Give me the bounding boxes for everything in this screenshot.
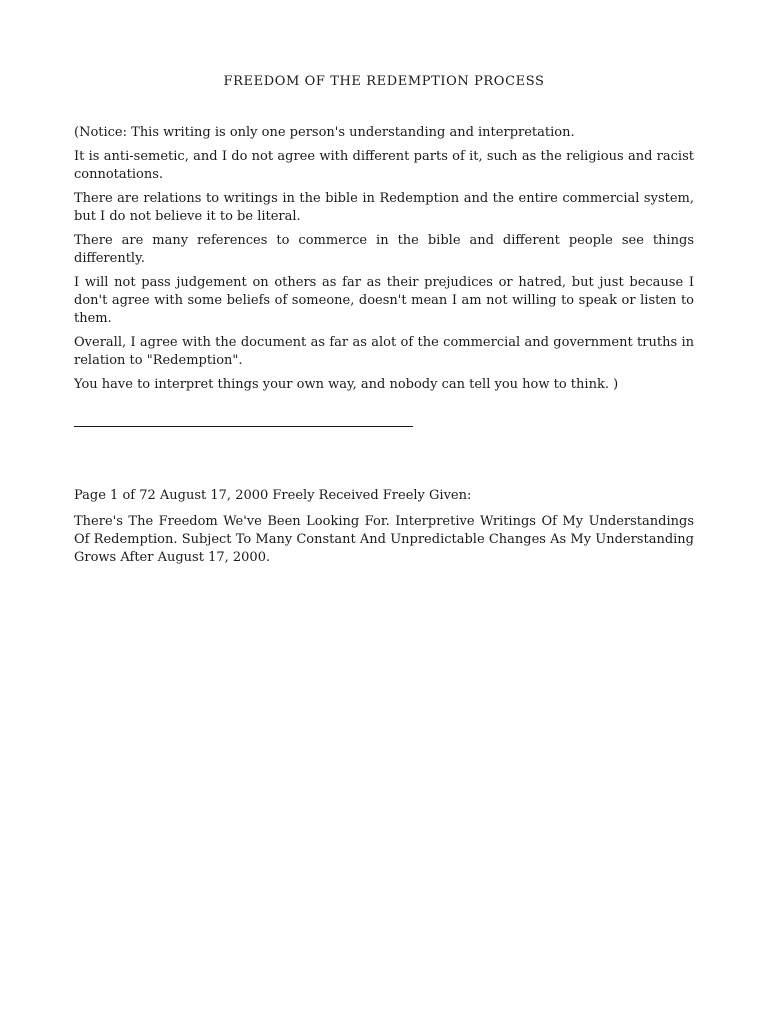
notice-paragraph: You have to interpret things your own way, and nobody can tell you how to think. ) [74,377,619,392]
notice-paragraph: I will not pass judgement on others as far as their prejudices or hatred, but just because I don't agree with some beliefs of someone, doesn't mean I am not willing to speak or listen to them. [74,275,694,326]
page-intro-section [74,487,694,575]
notice-paragraph: (Notice: This writing is only one person's understanding and interpretation. [74,125,575,140]
document-title: FREEDOM OF THE REDEMPTION PROCESS [223,74,545,89]
intro-paragraph: There's The Freedom We've Been Looking For. Interpretive Writings Of My Understandings Of Redemption. Subject To Many Constant And Unpredictable Changes As My Understanding Grows After August 17, 2000. [74,514,694,565]
separator-line [74,426,413,427]
notice-paragraph: There are many references to commerce in the bible and different people see things differently. [74,233,694,266]
notice-section [74,124,694,400]
notice-paragraph: Overall, I agree with the document as far as alot of the commercial and government truths in relation to "Redemption". [74,335,694,368]
notice-paragraph: There are relations to writings in the bible in Redemption and the entire commercial system, but I do not believe it to be literal. [74,191,694,224]
page-info-line: Page 1 of 72 August 17, 2000 Freely Received Freely Given: [74,488,472,503]
notice-paragraph: It is anti-semetic, and I do not agree with different parts of it, such as the religious and racist connotations. [74,149,694,182]
